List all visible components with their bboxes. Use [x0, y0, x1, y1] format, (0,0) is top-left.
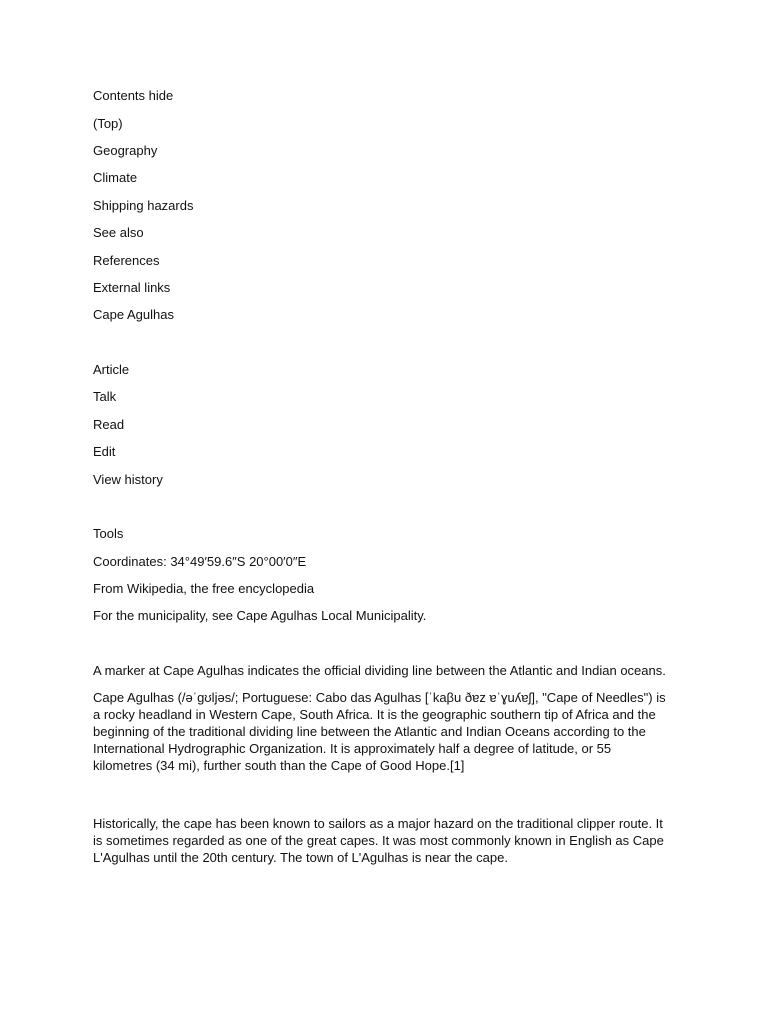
- contents-item-geography[interactable]: Geography: [93, 143, 158, 158]
- view-history[interactable]: View history: [93, 472, 163, 487]
- contents-item-top[interactable]: (Top): [93, 116, 123, 131]
- view-read[interactable]: Read: [93, 417, 125, 432]
- tab-talk[interactable]: Talk: [93, 389, 117, 404]
- hatnote[interactable]: For the municipality, see Cape Agulhas Local Municipality.: [93, 608, 427, 623]
- contents-item-references[interactable]: References: [93, 253, 160, 268]
- contents-item-see-also[interactable]: See also: [93, 225, 144, 240]
- coordinates[interactable]: Coordinates: 34°49′59.6″S 20°00′0″E: [93, 554, 307, 569]
- history-paragraph: Historically, the cape has been known to sailors as a major hazard on the traditional clipper route. It is sometimes regarded as one of the great capes. It was most commonly known in English as Cape L'Agulhas until the 20th century. The town of L'Agulhas is near the cape.: [93, 816, 664, 865]
- lead-paragraph: Cape Agulhas (/əˈɡʊljəs/; Portuguese: Cabo das Agulhas [ˈkaβu ðɐz ɐˈɣuʎɐʃ], "Cape of Needles") is a rocky headland in Western Cape, South Africa. It is the geographic southern tip of Africa and the beginning of the traditional dividing line between the Atlantic and Indian Oceans according to the International Hydrographic Organization. It is approximately half a degree of latitude, or 55 kilometres (34 mi), further south than the Cape of Good Hope.[1]: [93, 690, 666, 773]
- contents-item-external-links[interactable]: External links: [93, 280, 171, 295]
- page-title: Cape Agulhas: [93, 307, 174, 322]
- view-edit[interactable]: Edit: [93, 444, 116, 459]
- tagline: From Wikipedia, the free encyclopedia: [93, 581, 315, 596]
- image-caption: A marker at Cape Agulhas indicates the official dividing line between the Atlantic and Indian oceans.: [93, 663, 666, 678]
- tools-menu[interactable]: Tools: [93, 526, 124, 541]
- contents-heading[interactable]: Contents hide: [93, 88, 174, 103]
- tab-article[interactable]: Article: [93, 362, 130, 377]
- contents-item-shipping-hazards[interactable]: Shipping hazards: [93, 198, 194, 213]
- contents-item-climate[interactable]: Climate: [93, 170, 138, 185]
